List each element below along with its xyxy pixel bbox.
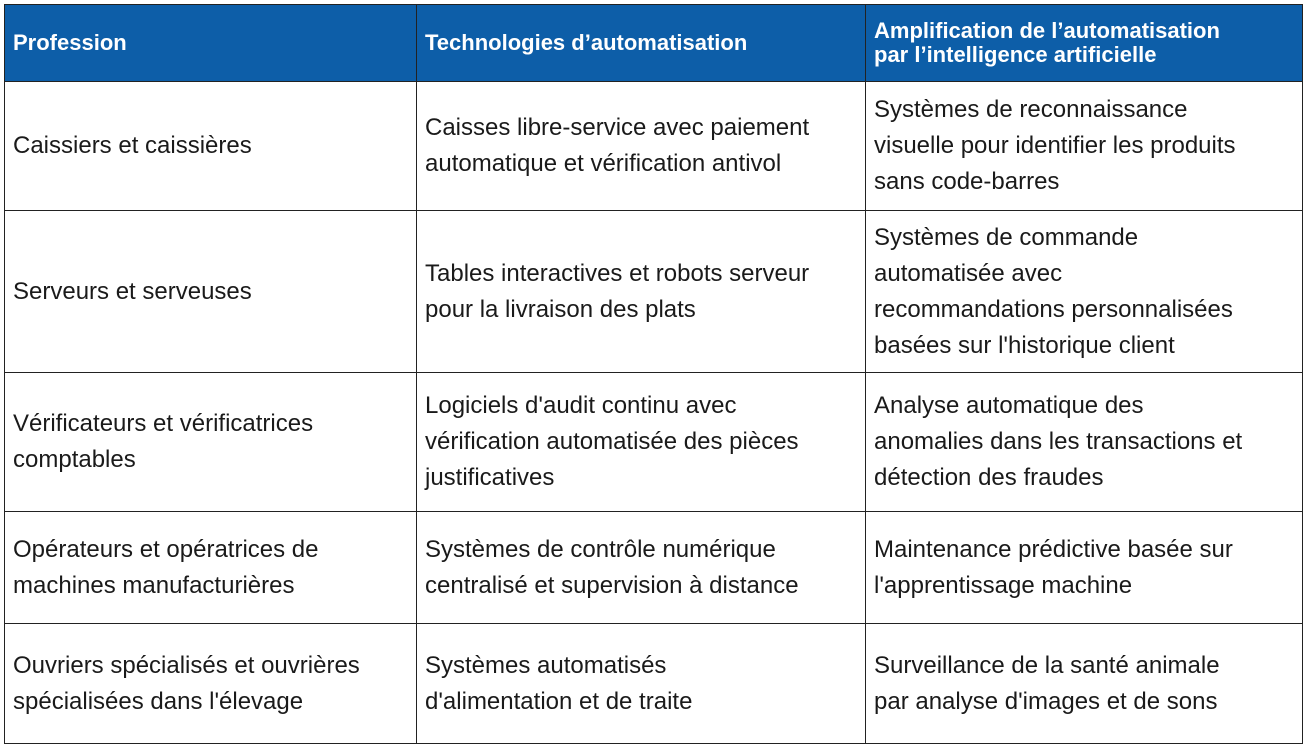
cell-amplification: Systèmes de reconnaissance visuelle pour identifier les produits sans code-barres [866,82,1303,211]
cell-profession: Caissiers et caissières [5,82,417,211]
cell-profession: Vérificateurs et vérificatrices comptables [5,373,417,512]
cell-technologies: Tables interactives et robots serveur pour la livraison des plats [417,211,866,373]
table-row [5,82,1303,211]
header-amplification: Amplification de l’automatisation par l’intelligence artificielle [866,5,1303,82]
cell-amplification: Surveillance de la santé animale par analyse d'images et de sons [866,624,1303,744]
cell-technologies: Systèmes automatisés d'alimentation et de traite [417,624,866,744]
cell-amplification: Systèmes de commande automatisée avec recommandations personnalisées basées sur l'historique client [866,211,1303,373]
table-row [5,512,1303,624]
header-technologies: Technologies d’automatisation [417,5,866,82]
table-row [5,373,1303,512]
table-body [5,82,1303,744]
automation-table [4,4,1303,744]
cell-technologies: Caisses libre-service avec paiement automatique et vérification antivol [417,82,866,211]
cell-amplification: Maintenance prédictive basée sur l'apprentissage machine [866,512,1303,624]
table-row [5,624,1303,744]
table-row [5,211,1303,373]
cell-profession: Ouvriers spécialisés et ouvrières spécialisées dans l'élevage [5,624,417,744]
header-profession: Profession [5,5,417,82]
cell-technologies: Logiciels d'audit continu avec vérification automatisée des pièces justificatives [417,373,866,512]
cell-technologies: Systèmes de contrôle numérique centralisé et supervision à distance [417,512,866,624]
cell-profession: Opérateurs et opératrices de machines manufacturières [5,512,417,624]
table-header [5,5,1303,82]
cell-profession: Serveurs et serveuses [5,211,417,373]
header-row [5,5,1303,82]
cell-amplification: Analyse automatique des anomalies dans les transactions et détection des fraudes [866,373,1303,512]
